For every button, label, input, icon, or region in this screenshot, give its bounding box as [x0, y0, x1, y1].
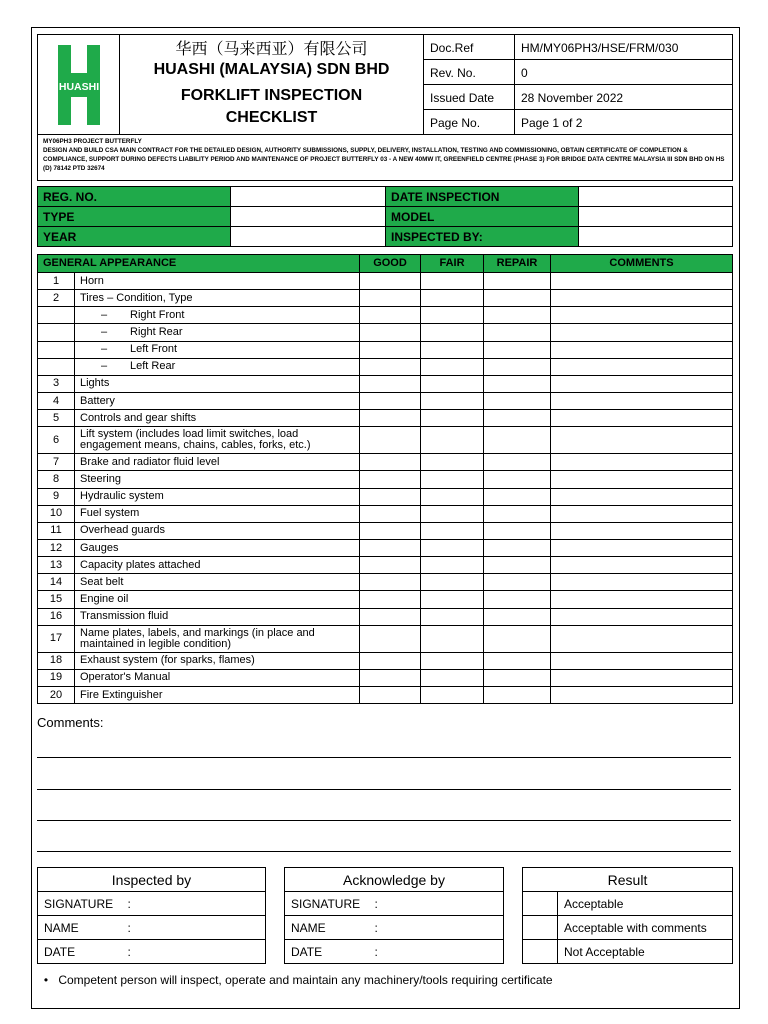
fair-cell[interactable]: [421, 652, 484, 669]
company-name: HUASHI (MALAYSIA) SDN BHD: [153, 61, 390, 78]
item-number: 13: [38, 557, 75, 574]
good-cell[interactable]: [360, 608, 421, 625]
repair-cell[interactable]: [484, 686, 551, 703]
repair-cell[interactable]: [484, 358, 551, 375]
table-row: [38, 488, 733, 505]
item-number: [38, 358, 75, 375]
good-cell[interactable]: [360, 574, 421, 591]
fair-cell[interactable]: [421, 375, 484, 392]
comments-cell[interactable]: [551, 652, 733, 669]
fair-cell[interactable]: [421, 358, 484, 375]
comments-cell[interactable]: [551, 686, 733, 703]
repair-cell[interactable]: [484, 557, 551, 574]
item-description: Steering: [75, 471, 360, 488]
good-cell[interactable]: [360, 471, 421, 488]
form-title-line-1: FORKLIFT INSPECTION: [180, 87, 363, 104]
repair-cell[interactable]: [484, 375, 551, 392]
fair-cell[interactable]: [421, 539, 484, 556]
bullet-icon: •: [43, 973, 49, 987]
reg-no-field[interactable]: [231, 187, 386, 207]
acknowledge-signature-label: SIGNATURE: [285, 892, 375, 916]
acknowledge-signature-field[interactable]: [395, 892, 504, 916]
comments-cell[interactable]: [551, 427, 733, 454]
good-cell[interactable]: [360, 375, 421, 392]
table-row: [38, 427, 733, 454]
repair-cell[interactable]: [484, 307, 551, 324]
sub-item-label: Right Rear: [130, 325, 183, 338]
item-number: 4: [38, 392, 75, 409]
good-cell[interactable]: [360, 358, 421, 375]
item-number: 3: [38, 375, 75, 392]
good-cell[interactable]: [360, 522, 421, 539]
fair-cell[interactable]: [421, 454, 484, 471]
repair-cell[interactable]: [484, 410, 551, 427]
sub-item-dash: –: [101, 308, 108, 321]
comments-cell[interactable]: [551, 608, 733, 625]
inspection-checklist-table: [37, 254, 733, 704]
comments-cell[interactable]: [551, 471, 733, 488]
fair-cell[interactable]: [421, 290, 484, 307]
comment-line[interactable]: [37, 757, 731, 758]
repair-cell[interactable]: [484, 454, 551, 471]
table-row: [38, 669, 733, 686]
good-cell[interactable]: [360, 488, 421, 505]
form-header: [37, 34, 733, 181]
fair-cell[interactable]: [421, 488, 484, 505]
result-option-not-acceptable: Not Acceptable: [558, 940, 733, 964]
item-description: Brake and radiator fluid level: [75, 454, 360, 471]
good-cell[interactable]: [360, 557, 421, 574]
repair-cell[interactable]: [484, 471, 551, 488]
table-row: [38, 273, 733, 290]
table-row: [38, 324, 733, 341]
fair-cell[interactable]: [421, 557, 484, 574]
good-cell[interactable]: [360, 686, 421, 703]
comment-line[interactable]: [37, 851, 731, 852]
item-description: Overhead guards: [75, 522, 360, 539]
comments-cell[interactable]: [551, 539, 733, 556]
comments-cell[interactable]: [551, 375, 733, 392]
company-name-chinese: 华西（马来西亚）有限公司: [175, 39, 368, 58]
fair-cell[interactable]: [421, 471, 484, 488]
good-cell[interactable]: [360, 324, 421, 341]
comments-cell[interactable]: [551, 410, 733, 427]
item-number: [38, 307, 75, 324]
table-row: [38, 410, 733, 427]
repair-cell[interactable]: [484, 574, 551, 591]
item-description: Horn: [75, 273, 360, 290]
good-cell[interactable]: [360, 625, 421, 652]
fair-cell[interactable]: [421, 307, 484, 324]
item-description: [75, 341, 360, 358]
item-description: Battery: [75, 392, 360, 409]
comments-cell[interactable]: [551, 392, 733, 409]
table-row: [38, 608, 733, 625]
footer-note: [37, 973, 553, 987]
item-description: Fire Extinguisher: [75, 686, 360, 703]
document-meta: [424, 35, 732, 135]
fair-cell[interactable]: [421, 324, 484, 341]
good-cell[interactable]: [360, 454, 421, 471]
table-row: [38, 454, 733, 471]
repair-cell[interactable]: [484, 669, 551, 686]
table-row: [38, 686, 733, 703]
fair-cell[interactable]: [421, 427, 484, 454]
repair-cell[interactable]: [484, 539, 551, 556]
form-page: [31, 27, 740, 1009]
comments-cell[interactable]: [551, 273, 733, 290]
item-number: [38, 341, 75, 358]
type-label: TYPE: [38, 207, 231, 227]
table-row: [38, 358, 733, 375]
item-number: 1: [38, 273, 75, 290]
fair-cell[interactable]: [421, 591, 484, 608]
date-inspection-label: DATE INSPECTION: [386, 187, 579, 207]
fair-cell[interactable]: [421, 410, 484, 427]
result-title: Result: [523, 868, 733, 892]
item-number: 20: [38, 686, 75, 703]
repair-cell[interactable]: [484, 392, 551, 409]
table-row: [38, 505, 733, 522]
item-number: 19: [38, 669, 75, 686]
good-cell[interactable]: [360, 427, 421, 454]
good-cell[interactable]: [360, 392, 421, 409]
inspected-by-title: Inspected by: [38, 868, 266, 892]
comments-cell[interactable]: [551, 574, 733, 591]
header-good: GOOD: [360, 255, 421, 273]
item-number: 9: [38, 488, 75, 505]
item-description: [75, 358, 360, 375]
fair-cell[interactable]: [421, 341, 484, 358]
comments-cell[interactable]: [551, 505, 733, 522]
table-row: [38, 471, 733, 488]
comments-cell[interactable]: [551, 625, 733, 652]
acknowledge-date-field[interactable]: [395, 940, 504, 964]
item-number: 2: [38, 290, 75, 307]
result-box: [522, 867, 733, 964]
inspected-by-label: INSPECTED BY:: [386, 227, 579, 247]
item-number: [38, 324, 75, 341]
result-option-acceptable: Acceptable: [558, 892, 733, 916]
type-field[interactable]: [231, 207, 386, 227]
table-row: [38, 539, 733, 556]
good-cell[interactable]: [360, 669, 421, 686]
project-description: MY06PH3 PROJECT BUTTERFLY DESIGN AND BUILD CSA MAIN CONTRACT FOR THE DETAILED DESIGN, AUTHORITY SUBMISSIONS, SUPPLY, DELIVERY, INSTALLATION, TESTING AND COMMISSIONING, OBTAIN CERTIFICATE OF COMPLETION & COMPLIANCE, SUPPORT DURING DEFECTS LIABILITY PERIOD AND MAINTENANCE OF PROJECT BUTTERFLY 03 - A NEW 40MW IT, GREENFIELD CENTRE (PHASE 3) FOR BRIDGE DATA CENTRE MALAYSIA III SDN BHD ON HS (D) 78142 PTD 32674: [43, 138, 725, 172]
footer-note-text: Competent person will inspect, operate and maintain any machinery/tools requiring certificate: [58, 973, 553, 987]
item-number: 12: [38, 539, 75, 556]
model-field[interactable]: [579, 207, 733, 227]
meta-page-no: Page No. Page 1 of 2: [424, 110, 732, 135]
comments-cell[interactable]: [551, 290, 733, 307]
table-row: [38, 341, 733, 358]
table-row: [38, 307, 733, 324]
inspected-signature-label: SIGNATURE: [38, 892, 128, 916]
good-cell[interactable]: [360, 341, 421, 358]
item-description: Capacity plates attached: [75, 557, 360, 574]
good-cell[interactable]: [360, 652, 421, 669]
good-cell[interactable]: [360, 505, 421, 522]
comment-line[interactable]: [37, 820, 731, 821]
table-row: [38, 574, 733, 591]
good-cell[interactable]: [360, 410, 421, 427]
inspected-signature-field[interactable]: [148, 892, 266, 916]
result-checkbox-acceptable[interactable]: [523, 892, 558, 916]
item-description: Tires – Condition, Type: [75, 290, 360, 307]
table-row: [38, 591, 733, 608]
item-number: 16: [38, 608, 75, 625]
item-description: Lift system (includes load limit switches, load engagement means, chains, cables, forks, etc.): [75, 427, 360, 454]
reg-no-label: REG. NO.: [38, 187, 231, 207]
acknowledge-name-label: NAME: [285, 916, 375, 940]
repair-cell[interactable]: [484, 273, 551, 290]
sub-item-dash: –: [101, 343, 108, 356]
checklist-body: [38, 273, 733, 704]
repair-cell[interactable]: [484, 324, 551, 341]
acknowledge-by-title: Acknowledge by: [285, 868, 504, 892]
comments-cell[interactable]: [551, 591, 733, 608]
item-number: 5: [38, 410, 75, 427]
item-number: 15: [38, 591, 75, 608]
meta-rev-no: Rev. No. 0: [424, 60, 732, 85]
year-label: YEAR: [38, 227, 231, 247]
repair-cell[interactable]: [484, 505, 551, 522]
fair-cell[interactable]: [421, 574, 484, 591]
inspected-name-label: NAME: [38, 916, 128, 940]
result-option-acceptable-with-comments: Acceptable with comments: [558, 916, 733, 940]
item-number: 6: [38, 427, 75, 454]
table-row: [38, 625, 733, 652]
table-row: [38, 290, 733, 307]
inspected-by-box: Inspected by SIGNATURE : NAME : DATE :: [37, 867, 266, 964]
comments-cell[interactable]: [551, 488, 733, 505]
item-description: Name plates, labels, and markings (in place and maintained in legible condition): [75, 625, 360, 652]
item-description: [75, 324, 360, 341]
repair-cell[interactable]: [484, 427, 551, 454]
header-repair: REPAIR: [484, 255, 551, 273]
comment-line[interactable]: [37, 789, 731, 790]
model-label: MODEL: [386, 207, 579, 227]
sub-item-label: Left Front: [130, 343, 178, 356]
comments-cell[interactable]: [551, 669, 733, 686]
item-description: Exhaust system (for sparks, flames): [75, 652, 360, 669]
item-description: [75, 307, 360, 324]
acknowledge-by-box: Acknowledge by SIGNATURE : NAME : DATE :: [284, 867, 504, 964]
repair-cell[interactable]: [484, 608, 551, 625]
comments-cell[interactable]: [551, 341, 733, 358]
sub-item-label: Left Rear: [130, 360, 176, 373]
fair-cell[interactable]: [421, 392, 484, 409]
repair-cell[interactable]: [484, 341, 551, 358]
company-logo: [38, 35, 120, 135]
item-description: Transmission fluid: [75, 608, 360, 625]
table-row: [38, 375, 733, 392]
item-description: Controls and gear shifts: [75, 410, 360, 427]
comments-cell[interactable]: [551, 307, 733, 324]
acknowledge-name-field[interactable]: [395, 916, 504, 940]
repair-cell[interactable]: [484, 290, 551, 307]
fair-cell[interactable]: [421, 522, 484, 539]
repair-cell[interactable]: [484, 591, 551, 608]
inspected-name-field[interactable]: [148, 916, 266, 940]
repair-cell[interactable]: [484, 652, 551, 669]
sub-item-label: Right Front: [130, 308, 185, 321]
form-title-line-2: CHECKLIST: [225, 109, 318, 126]
good-cell[interactable]: [360, 273, 421, 290]
header-fair: FAIR: [421, 255, 484, 273]
good-cell[interactable]: [360, 307, 421, 324]
date-inspection-field[interactable]: [579, 187, 733, 207]
item-number: 17: [38, 625, 75, 652]
good-cell[interactable]: [360, 539, 421, 556]
fair-cell[interactable]: [421, 273, 484, 290]
header-comments: COMMENTS: [551, 255, 733, 273]
comments-cell[interactable]: [551, 358, 733, 375]
acknowledge-date-label: DATE: [285, 940, 375, 964]
item-number: 10: [38, 505, 75, 522]
item-description: Lights: [75, 375, 360, 392]
inspected-date-field[interactable]: [148, 940, 266, 964]
fair-cell[interactable]: [421, 669, 484, 686]
huashi-logo-icon: [56, 43, 102, 127]
item-number: 8: [38, 471, 75, 488]
title-block: [120, 35, 424, 135]
sub-item-dash: –: [101, 360, 108, 373]
item-description: Gauges: [75, 539, 360, 556]
inspected-date-label: DATE: [38, 940, 128, 964]
item-description: Operator's Manual: [75, 669, 360, 686]
table-row: [38, 557, 733, 574]
svg-text:HUASHI: HUASHI: [58, 80, 99, 93]
comments-cell[interactable]: [551, 557, 733, 574]
item-number: 7: [38, 454, 75, 471]
item-number: 18: [38, 652, 75, 669]
repair-cell[interactable]: [484, 522, 551, 539]
repair-cell[interactable]: [484, 488, 551, 505]
result-checkbox-acceptable-with-comments[interactable]: [523, 916, 558, 940]
table-row: [38, 652, 733, 669]
header-general-appearance: GENERAL APPEARANCE: [38, 255, 360, 273]
item-description: Fuel system: [75, 505, 360, 522]
comments-cell[interactable]: [551, 454, 733, 471]
sub-item-dash: –: [101, 325, 108, 338]
fair-cell[interactable]: [421, 608, 484, 625]
meta-doc-ref: Doc.Ref HM/MY06PH3/HSE/FRM/030: [424, 35, 732, 60]
comments-cell[interactable]: [551, 324, 733, 341]
table-row: [38, 392, 733, 409]
comments-label: Comments:: [37, 715, 104, 730]
good-cell[interactable]: [360, 290, 421, 307]
fair-cell[interactable]: [421, 625, 484, 652]
repair-cell[interactable]: [484, 625, 551, 652]
item-number: 14: [38, 574, 75, 591]
table-row: [38, 522, 733, 539]
inspected-by-field[interactable]: [579, 227, 733, 247]
fair-cell[interactable]: [421, 686, 484, 703]
good-cell[interactable]: [360, 591, 421, 608]
vehicle-info-table: [37, 186, 733, 247]
comments-cell[interactable]: [551, 522, 733, 539]
item-description: Engine oil: [75, 591, 360, 608]
item-number: 11: [38, 522, 75, 539]
item-description: Hydraulic system: [75, 488, 360, 505]
item-description: Seat belt: [75, 574, 360, 591]
fair-cell[interactable]: [421, 505, 484, 522]
year-field[interactable]: [231, 227, 386, 247]
result-checkbox-not-acceptable[interactable]: [523, 940, 558, 964]
meta-issued-date: Issued Date 28 November 2022: [424, 85, 732, 110]
